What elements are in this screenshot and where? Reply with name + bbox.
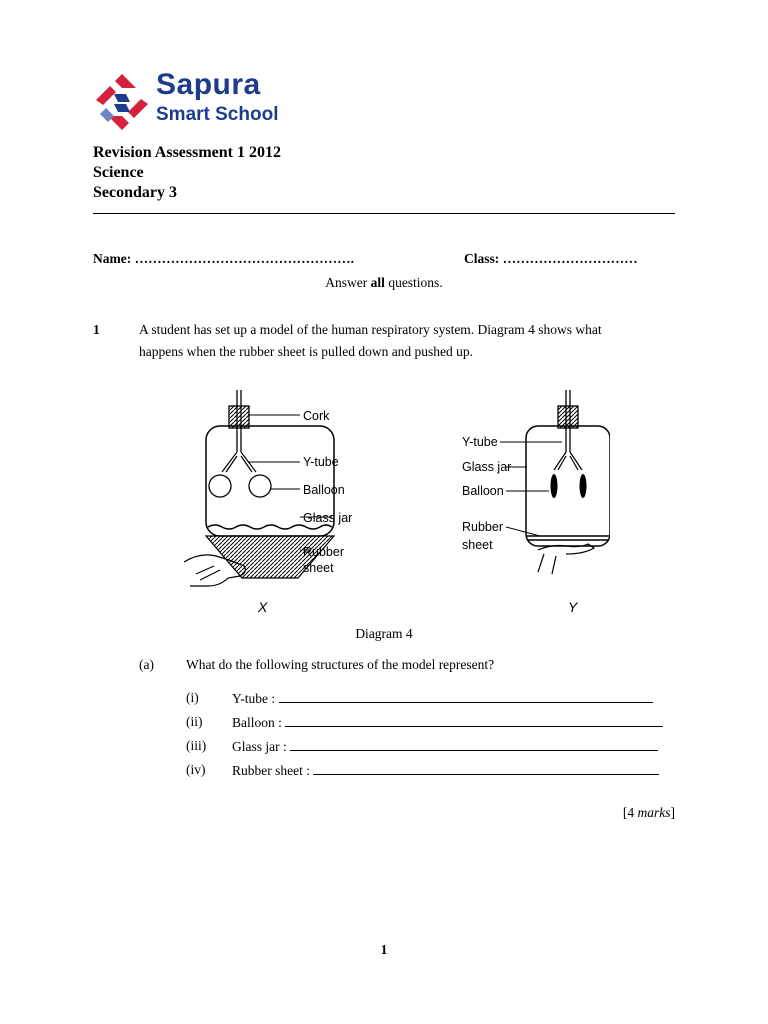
item-ii (232, 714, 676, 731)
diagram-x-letter: X (258, 599, 268, 615)
item-ii-num: (ii) (186, 714, 203, 729)
part-a-label: (a) (139, 657, 154, 672)
x-label-sheet: sheet (303, 561, 334, 575)
marks: [4 marks] (622, 805, 675, 820)
item-i-num: (i) (186, 690, 199, 705)
name-field (93, 251, 354, 267)
balloon-x-right (249, 475, 271, 497)
level: Secondary 3 (93, 184, 177, 201)
y-label-rubber: Rubber (462, 520, 503, 534)
diagram-y-letter: Y (568, 599, 578, 615)
item-i-answer-line[interactable] (279, 690, 653, 703)
instruction: Answer all questions. (325, 275, 443, 290)
x-label-balloon: Balloon (303, 483, 345, 497)
diagram-caption: Diagram 4 (355, 626, 413, 641)
balloon-y-left (551, 474, 558, 498)
class-dots: ………………………… (502, 251, 638, 266)
y-label-y-tube: Y-tube (462, 435, 498, 449)
question-number: 1 (93, 322, 100, 337)
item-i-label: Y-tube : (232, 691, 276, 706)
sapura-logo-icon (92, 72, 152, 134)
x-label-cork: Cork (303, 409, 330, 423)
logo-subtitle: Smart School (156, 104, 279, 125)
x-label-glass-jar: Glass jar (303, 511, 353, 525)
balloon-x-left (209, 475, 231, 497)
name-label: Name: (93, 251, 132, 266)
diagram-y (462, 390, 610, 615)
question-text-line-2: happens when the rubber sheet is pulled down and pushed up. (139, 344, 474, 359)
item-ii-label: Balloon : (232, 715, 282, 730)
class-field (464, 251, 638, 267)
item-iv (232, 762, 676, 779)
cork-y (558, 406, 578, 428)
part-a-text: What do the following structures of the model represent? (186, 657, 495, 672)
item-iv-answer-line[interactable] (313, 762, 659, 775)
balloon-y-right (580, 474, 587, 498)
class-label: Class: (464, 251, 500, 266)
assessment-title: Revision Assessment 1 2012 (93, 144, 282, 161)
item-iii (232, 738, 676, 755)
item-iv-label: Rubber sheet : (232, 763, 310, 778)
logo-brand: Sapura (156, 68, 261, 101)
item-iii-label: Glass jar : (232, 739, 287, 754)
y-label-balloon: Balloon (462, 484, 504, 498)
hand-y (538, 544, 594, 574)
y-label-sheet: sheet (462, 538, 493, 552)
subject: Science (93, 164, 144, 181)
diagram-x (184, 390, 352, 615)
cork-x (229, 406, 249, 428)
page-number: 1 (380, 942, 388, 957)
y-label-glass-jar: Glass jar (462, 460, 512, 474)
x-label-rubber: Rubber (303, 545, 344, 559)
item-iii-num: (iii) (186, 738, 207, 753)
item-iii-answer-line[interactable] (290, 738, 658, 751)
name-dots: …………………………………………. (134, 251, 354, 266)
item-iv-num: (iv) (186, 762, 206, 777)
respiratory-model-diagram (170, 390, 610, 620)
question-text-line-1: A student has set up a model of the human respiratory system. Diagram 4 shows what (139, 322, 602, 337)
item-i (232, 690, 676, 707)
x-label-y-tube: Y-tube (303, 455, 339, 469)
item-ii-answer-line[interactable] (285, 714, 663, 727)
school-logo (92, 68, 282, 134)
header-divider (93, 213, 675, 214)
